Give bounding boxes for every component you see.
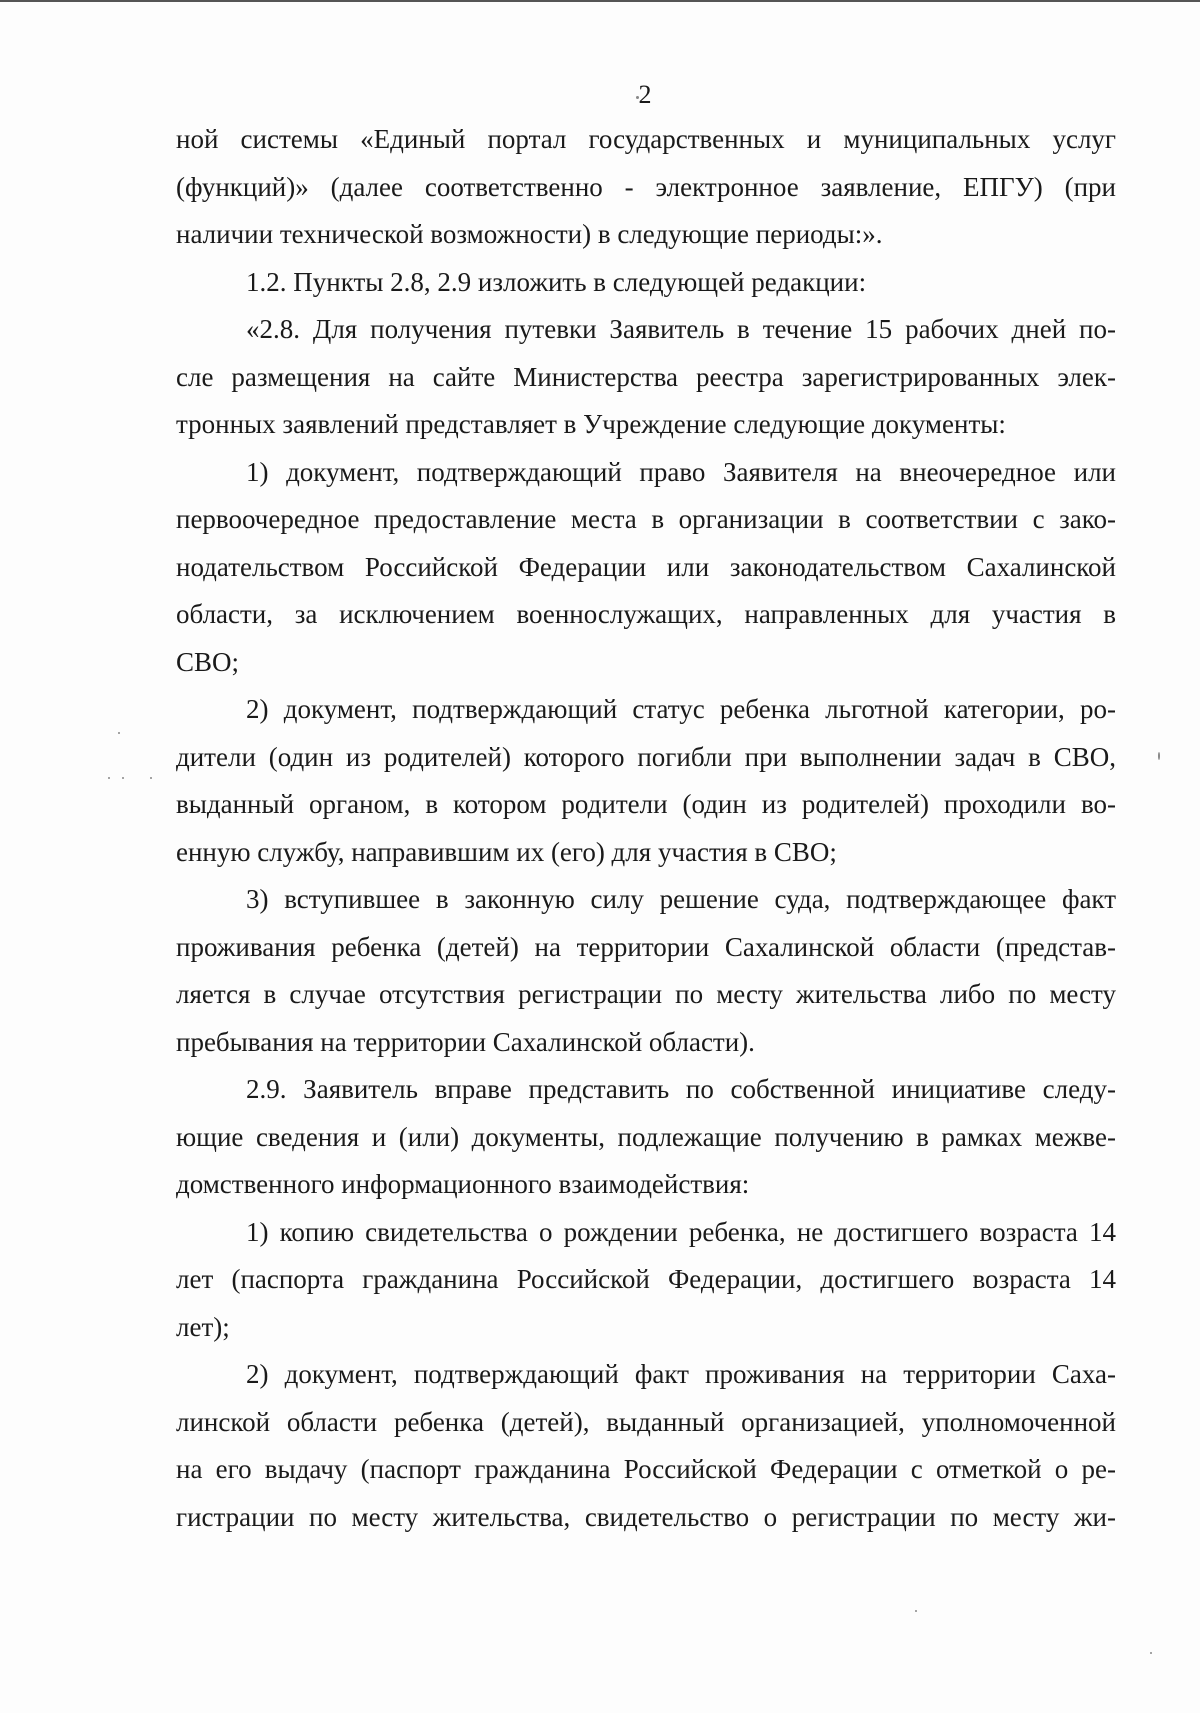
text-line: 1) копию свидетельства о рождении ребенка, не достигшего возраста 14: [246, 1216, 1116, 1247]
text-line: дители (один из родителей) которого погибли при выполнении задач в СВО,: [176, 741, 1116, 772]
text-line: 1.2. Пункты 2.8, 2.9 изложить в следующей редакции:: [246, 266, 867, 297]
text-line: пребывания на территории Сахалинской области).: [176, 1026, 755, 1057]
text-line: сле размещения на сайте Министерства реестра зарегистрированных элек-: [176, 361, 1116, 392]
text-line: домственного информационного взаимодействия:: [176, 1169, 750, 1199]
scan-speck: [1150, 1652, 1152, 1654]
scan-speck: [118, 732, 120, 734]
scan-speck: [1158, 752, 1160, 760]
text-line: линской области ребенка (детей), выданный организацией, уполномоченной: [176, 1406, 1116, 1437]
scan-speck: [915, 1610, 917, 1612]
text-line: (функций)» (далее соответственно - электронное заявление, ЕПГУ) (при: [176, 171, 1116, 202]
text-line: на его выдачу (паспорт гражданина Российской Федерации с отметкой о ре-: [176, 1454, 1116, 1484]
text-line: 1) документ, подтверждающий право Заявителя на внеочередное или: [246, 456, 1116, 487]
text-line: 3) вступившее в законную силу решение суда, подтверждающее факт: [246, 884, 1116, 914]
text-line: выданный органом, в котором родители (один из родителей) проходили во-: [176, 789, 1116, 819]
text-line: тронных заявлений представляет в Учреждение следующие документы:: [176, 409, 1006, 439]
text-line: лет (паспорта гражданина Российской Федерации, достигшего возраста 14: [176, 1264, 1116, 1294]
text-line: енную службу, направившим их (его) для участия в СВО;: [176, 836, 837, 867]
text-line: ляется в случае отсутствия регистрации по месту жительства либо по месту: [176, 979, 1116, 1009]
text-line: области, за исключением военнослужащих, направленных для участия в: [176, 599, 1116, 629]
text-line: гистрации по месту жительства, свидетельство о регистрации по месту жи-: [176, 1501, 1116, 1532]
text-line: ной системы «Единый портал государственных и муниципальных услуг: [176, 124, 1116, 154]
scan-speck: [636, 96, 639, 99]
text-line: нодательством Российской Федерации или законодательством Сахалинской: [176, 551, 1116, 582]
page-number: 2: [638, 80, 652, 109]
text-line: СВО;: [176, 646, 240, 677]
scan-speck: [108, 777, 110, 779]
text-line: 2) документ, подтверждающий факт проживания на территории Саха-: [246, 1359, 1116, 1389]
text-line: проживания ребенка (детей) на территории Сахалинской области (представ-: [176, 931, 1116, 962]
text-line: первоочередное предоставление места в организации в соответствии с зако-: [176, 504, 1116, 534]
scan-speck: [150, 777, 152, 779]
text-line: ющие сведения и (или) документы, подлежащие получению в рамках межве-: [176, 1121, 1116, 1152]
scan-speck: [122, 777, 124, 779]
text-line: «2.8. Для получения путевки Заявитель в течение 15 рабочих дней по-: [246, 314, 1116, 344]
text-line: наличии технической возможности) в следующие периоды:».: [176, 219, 883, 249]
text-line: лет);: [176, 1311, 230, 1342]
document-body: [176, 116, 1116, 1541]
text-line: 2) документ, подтверждающий статус ребенка льготной категории, ро-: [246, 694, 1116, 724]
text-line: 2.9. Заявитель вправе представить по собственной инициативе следу-: [246, 1074, 1116, 1104]
